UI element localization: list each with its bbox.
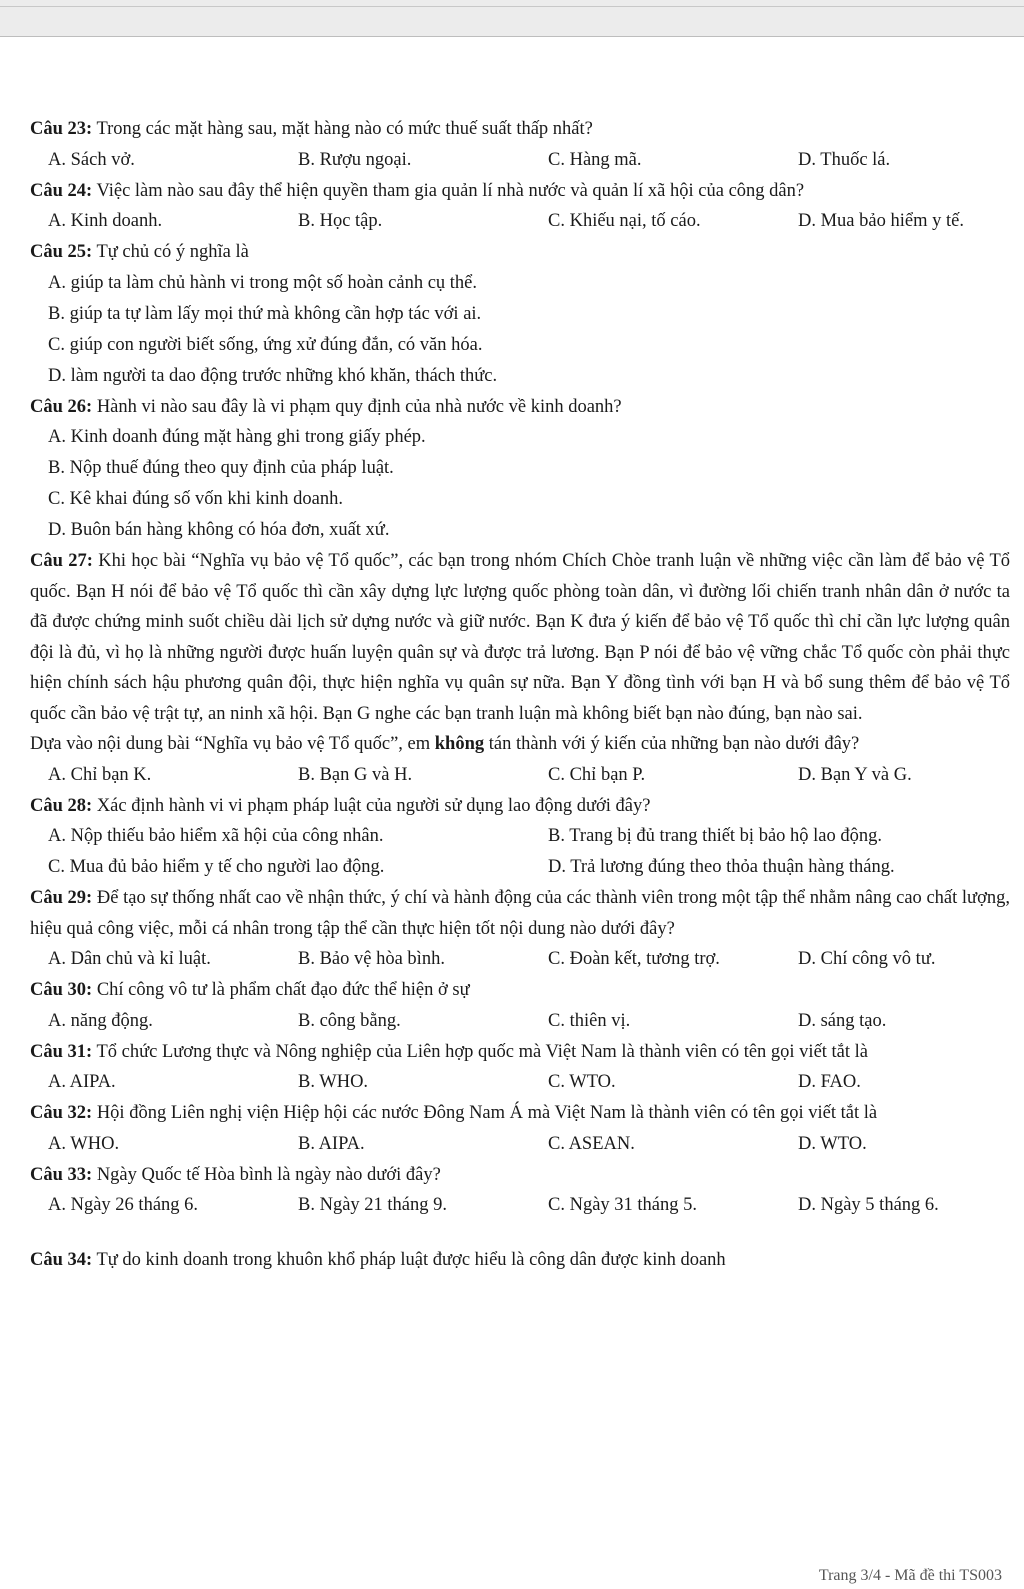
option-d: D. Ngày 5 tháng 6. (798, 1195, 939, 1215)
option-c: C. Hàng mã. (548, 149, 642, 170)
question-label: Câu 32: (30, 1103, 93, 1123)
options-27 (30, 760, 1010, 791)
option-a: A. AIPA. (48, 1072, 116, 1092)
option-b: B. Trang bị đủ trang thiết bị bảo hộ lao động. (548, 826, 883, 846)
option-c: C. Mua đủ bảo hiểm y tế cho người lao động. (48, 857, 385, 877)
question-label: Câu 24: (30, 180, 93, 201)
question-text: Ngày Quốc tế Hòa bình là ngày nào dưới đây? (92, 1164, 441, 1185)
question-label: Câu 27: (30, 551, 93, 571)
option-b: B. AIPA. (298, 1133, 365, 1154)
option-a: A. giúp ta làm chủ hành vi trong một số hoàn cảnh cụ thể. (48, 272, 478, 293)
question-text: Chí công vô tư là phẩm chất đạo đức thể hiện ở sự (92, 980, 470, 1000)
question-text: Việc làm nào sau đây thể hiện quyền tham gia quản lí nhà nước và quản lí xã hội của công dân? (92, 180, 805, 201)
option-d: D. Trả lương đúng theo thỏa thuận hàng tháng. (548, 857, 895, 877)
question-text: Trong các mặt hàng sau, mặt hàng nào có mức thuế suất thấp nhất? (92, 119, 593, 139)
question-text: Khi học bài “Nghĩa vụ bảo vệ Tổ quốc”, các bạn trong nhóm Chích Chòe tranh luận về những việc cần làm để bảo vệ Tổ quốc. Bạn H nói để bảo vệ Tổ quốc thì cần xây dựng lực lượng quốc phòng toàn dân, vì đường lối chiến tranh nhân dân ở nước ta đã được chứng minh suốt chiều dài lịch sử dựng nước và giữ nước. Bạn K đưa ý kiến để bảo vệ Tổ quốc thì chỉ cần lực lượng quân đội là đủ, vì họ là những người được huấn luyện quân sự và được trả lương. Bạn P nói để bảo vệ vững chắc Tổ quốc còn phải thực hiện chính sách hậu phương quân đội, thực hiện nghĩa vụ quân sự nữa. Bạn Y đồng tình với bạn H và bổ sung thêm để bảo vệ Tổ quốc cần bảo vệ trật tự, an ninh xã hội. Bạn G nghe các bạn tranh luận mà không biết bạn nào đúng, bạn nào sai. (30, 551, 1011, 724)
options-23 (30, 145, 1010, 176)
question-33 (30, 1160, 1010, 1191)
question-23 (30, 114, 1010, 145)
spacer (30, 1221, 1010, 1245)
question-31 (30, 1037, 1010, 1068)
prompt-emphasis: không (434, 734, 485, 754)
question-27-prompt (30, 729, 1010, 760)
question-32 (30, 1098, 1010, 1129)
question-label: Câu 33: (30, 1164, 93, 1185)
option-a: A. WHO. (48, 1133, 120, 1154)
toolbar-divider (0, 6, 1024, 7)
options-29 (30, 944, 1010, 975)
question-text: Để tạo sự thống nhất cao về nhận thức, ý chí và hành động của các thành viên trong một tập thể nhằm nâng cao chất lượng, hiệu quả công việc, mỗi cá nhân trong tập thể cần thực hiện tốt nội dung nào dưới đây? (30, 888, 1010, 939)
question-27 (30, 546, 1010, 729)
option-c: C. Chỉ bạn P. (548, 764, 646, 785)
option-c: C. Kê khai đúng số vốn khi kinh doanh. (48, 489, 343, 509)
option-d: D. Bạn Y và G. (798, 764, 912, 785)
question-text: Tự chủ có ý nghĩa là (92, 242, 249, 262)
question-text: Hành vi nào sau đây là vi phạm quy định của nhà nước về kinh doanh? (92, 396, 622, 417)
option-b: B. Ngày 21 tháng 9. (298, 1195, 448, 1215)
question-label: Câu 28: (30, 795, 93, 816)
option-c: C. Khiếu nại, tố cáo. (548, 211, 701, 231)
option-b: B. Rượu ngoại. (298, 149, 412, 170)
question-30 (30, 975, 1010, 1006)
option-c: C. giúp con người biết sống, ứng xử đúng đắn, có văn hóa. (48, 334, 483, 355)
option-c: C. WTO. (548, 1072, 616, 1092)
option-c: C. thiên vị. (548, 1010, 631, 1031)
option-a: A. Chỉ bạn K. (48, 764, 152, 785)
question-28 (30, 791, 1010, 822)
option-b: B. Học tập. (298, 211, 383, 231)
option-c: C. Đoàn kết, tương trợ. (548, 949, 720, 969)
options-32 (30, 1129, 1010, 1160)
option-c: C. ASEAN. (548, 1133, 635, 1154)
question-34 (30, 1245, 1010, 1276)
options-28-row2 (30, 852, 1010, 883)
option-a: A. Ngày 26 tháng 6. (48, 1195, 199, 1215)
question-29 (30, 883, 1010, 944)
options-30 (30, 1006, 1010, 1037)
option-b: B. Bảo vệ hòa bình. (298, 949, 445, 969)
option-a: A. Kinh doanh đúng mặt hàng ghi trong giấy phép. (48, 427, 426, 447)
option-b: B. Nộp thuế đúng theo quy định của pháp luật. (48, 458, 394, 478)
option-c: C. Ngày 31 tháng 5. (548, 1195, 698, 1215)
question-text: Hội đồng Liên nghị viện Hiệp hội các nước Đông Nam Á mà Việt Nam là thành viên có tên gọi viết tắt là (92, 1103, 878, 1123)
option-b: B. giúp ta tự làm lấy mọi thứ mà không cần hợp tác với ai. (48, 303, 482, 324)
exam-page (30, 114, 1010, 1276)
question-label: Câu 34: (30, 1250, 93, 1270)
question-26 (30, 392, 1010, 423)
options-28-row1 (30, 821, 1010, 852)
options-31 (30, 1067, 1010, 1098)
option-b: B. Bạn G và H. (298, 764, 413, 785)
option-d: D. Thuốc lá. (798, 149, 891, 170)
option-b: B. công bằng. (298, 1010, 401, 1031)
question-label: Câu 23: (30, 119, 93, 139)
question-label: Câu 30: (30, 980, 93, 1000)
option-a: A. Nộp thiếu bảo hiểm xã hội của công nhân. (48, 826, 384, 846)
option-d: D. làm người ta dao động trước những khó khăn, thách thức. (48, 365, 498, 386)
browser-toolbar (0, 0, 1024, 37)
option-a: A. Kinh doanh. (48, 211, 163, 231)
option-b: B. WHO. (298, 1072, 369, 1092)
question-label: Câu 29: (30, 888, 93, 908)
option-d: D. WTO. (798, 1133, 867, 1154)
option-a: A. Dân chủ và kỉ luật. (48, 949, 211, 969)
question-24 (30, 176, 1010, 207)
page-footer: Trang 3/4 - Mã đề thi TS003 (818, 1567, 1002, 1584)
question-text: Tổ chức Lương thực và Nông nghiệp của Liên hợp quốc mà Việt Nam là thành viên có tên gọi viết tắt là (92, 1041, 869, 1062)
prompt-text: Dựa vào nội dung bài “Nghĩa vụ bảo vệ Tổ quốc”, em (30, 734, 435, 754)
option-d: D. Mua bảo hiểm y tế. (798, 211, 964, 231)
option-a: A. Sách vở. (48, 149, 135, 170)
options-33 (30, 1190, 1010, 1221)
option-d: D. FAO. (798, 1072, 861, 1092)
question-text: Tự do kinh doanh trong khuôn khổ pháp luật được hiểu là công dân được kinh doanh (92, 1250, 726, 1270)
option-d: D. Buôn bán hàng không có hóa đơn, xuất xứ. (48, 520, 390, 540)
question-text: Xác định hành vi vi phạm pháp luật của người sử dụng lao động dưới đây? (92, 795, 651, 816)
option-a: A. năng động. (48, 1010, 153, 1031)
prompt-text-end: tán thành với ý kiến của những bạn nào dưới đây? (484, 734, 860, 754)
question-label: Câu 26: (30, 396, 93, 417)
option-d: D. sáng tạo. (798, 1010, 887, 1031)
question-label: Câu 31: (30, 1041, 93, 1062)
question-25 (30, 237, 1010, 268)
option-d: D. Chí công vô tư. (798, 949, 936, 969)
question-label: Câu 25: (30, 242, 93, 262)
options-24 (30, 206, 1010, 237)
